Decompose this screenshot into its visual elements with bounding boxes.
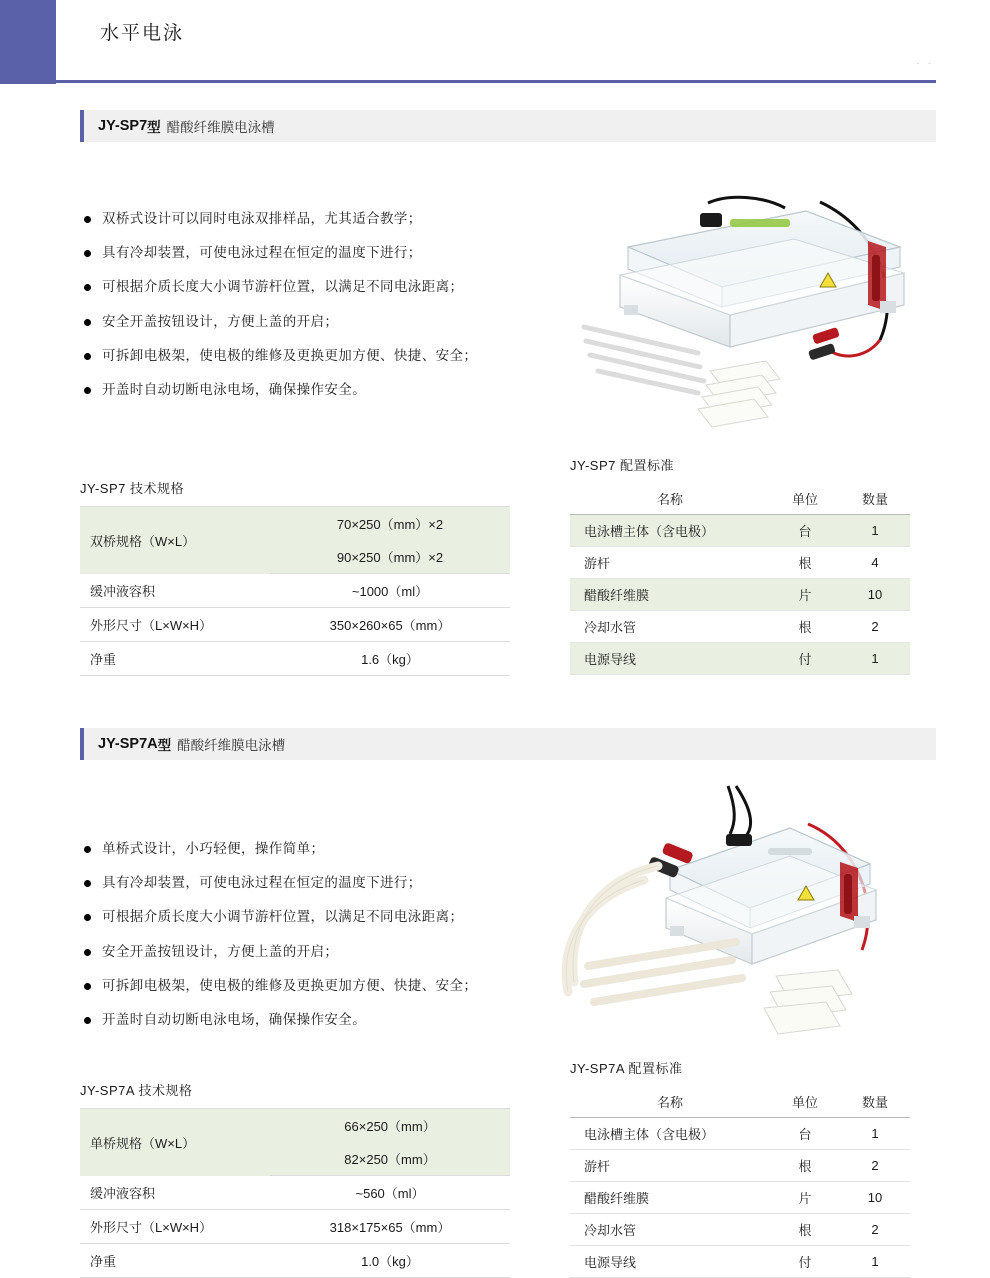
config-cell-unit: 根 (770, 611, 840, 643)
feature-text: 安全开盖按钮设计，方便上盖的开启； (102, 943, 339, 959)
list-item (84, 943, 554, 961)
header-divider (56, 80, 936, 83)
product-illustration-sp7a (540, 770, 940, 1060)
config-header-name: 名称 (570, 1086, 770, 1118)
config-header-qty: 数量 (840, 1086, 910, 1118)
product-illustration-sp7 (580, 175, 940, 435)
feature-text: 单桥式设计，小巧轻便，操作简单； (102, 841, 325, 856)
table-row (570, 515, 910, 547)
spec-label: 净重 (80, 642, 270, 676)
list-item (84, 977, 554, 995)
section-desc-sp7: 醋酸纤维膜电泳槽 (166, 120, 275, 135)
spec-table-sp7 (80, 506, 510, 676)
config-cell-name: 电源导线 (570, 1246, 770, 1278)
bullet-dot-icon (84, 387, 91, 394)
list-item (84, 278, 554, 296)
page-header (0, 0, 990, 84)
config-header-qty: 数量 (840, 483, 910, 515)
config-cell-qty: 2 (840, 1214, 910, 1246)
spec-value: 1.6（kg） (270, 642, 510, 676)
product-image-sp7a (540, 770, 940, 1060)
section-model-sp7: JY-SP7 (98, 118, 148, 134)
feature-text: 开盖时自动切断电泳电场，确保操作安全。 (102, 382, 367, 398)
spec-table-block-sp7 (80, 478, 510, 676)
table-row (570, 1182, 910, 1214)
table-row (80, 642, 510, 676)
table-row (570, 1214, 910, 1246)
product-image-sp7 (580, 175, 940, 435)
spec-value: 70×250（mm）×2 (270, 507, 510, 541)
config-cell-name: 游杆 (570, 547, 770, 579)
list-item (84, 1011, 554, 1029)
spec-label: 单桥规格（W×L） (80, 1109, 270, 1176)
bullet-dot-icon (84, 880, 91, 887)
config-cell-unit: 根 (770, 547, 840, 579)
config-cell-name: 游杆 (570, 1150, 770, 1182)
config-header-unit: 单位 (770, 483, 840, 515)
config-cell-unit: 台 (770, 515, 840, 547)
bullet-dot-icon (84, 216, 91, 223)
spec-value: 350×260×65（mm） (270, 608, 510, 642)
header-faint-mark: - - (916, 58, 934, 68)
config-table-sp7a (570, 1086, 910, 1278)
feature-list-sp7 (84, 210, 554, 415)
section-accent-sp7 (80, 110, 84, 142)
config-cell-qty: 1 (840, 1118, 910, 1150)
spec-value: ~1000（ml） (270, 574, 510, 608)
spec-label: 外形尺寸（L×W×H） (80, 608, 270, 642)
config-table-block-sp7a (570, 1058, 910, 1278)
config-cell-qty: 2 (840, 611, 910, 643)
table-row (570, 1246, 910, 1278)
config-header-unit: 单位 (770, 1086, 840, 1118)
config-cell-unit: 片 (770, 1182, 840, 1214)
table-row (80, 1109, 510, 1143)
table-row (80, 608, 510, 642)
table-row (570, 643, 910, 675)
config-cell-unit: 根 (770, 1150, 840, 1182)
config-cell-unit: 台 (770, 1118, 840, 1150)
table-row (80, 1176, 510, 1210)
config-caption-sp7: JY-SP7 配置标准 (570, 458, 674, 473)
list-item (84, 908, 554, 926)
config-cell-name: 电泳槽主体（含电极） (570, 515, 770, 547)
spec-label: 缓冲液容积 (80, 574, 270, 608)
bullet-dot-icon (84, 250, 91, 257)
table-header-row (570, 483, 910, 515)
bullet-dot-icon (84, 914, 91, 921)
section-accent-sp7a (80, 728, 84, 760)
header-accent-band (0, 0, 56, 84)
config-cell-qty: 10 (840, 579, 910, 611)
config-cell-qty: 10 (840, 1182, 910, 1214)
spec-table-sp7a (80, 1108, 510, 1278)
config-cell-name: 冷却水管 (570, 1214, 770, 1246)
config-cell-unit: 片 (770, 579, 840, 611)
config-table-sp7 (570, 483, 910, 675)
spec-table-block-sp7a (80, 1080, 510, 1278)
table-row (570, 1150, 910, 1182)
spec-caption-sp7a: JY-SP7A 技术规格 (80, 1083, 193, 1098)
feature-text: 可拆卸电极架，使电极的维修及更换更加方便、快捷、安全； (102, 977, 478, 993)
feature-list-sp7a (84, 840, 554, 1045)
spec-value: 90×250（mm）×2 (270, 540, 510, 574)
table-row (80, 574, 510, 608)
feature-text: 具有冷却装置，可使电泳过程在恒定的温度下进行； (102, 245, 422, 261)
table-header-row (570, 1086, 910, 1118)
config-cell-qty: 2 (840, 1150, 910, 1182)
section-model-suffix-sp7a: 型 (157, 738, 172, 753)
feature-text: 开盖时自动切断电泳电场，确保操作安全。 (102, 1012, 367, 1028)
spec-value: 1.0（kg） (270, 1244, 510, 1278)
bullet-dot-icon (84, 983, 91, 990)
feature-text: 可根据介质长度大小调节游杆位置，以满足不同电泳距离； (102, 279, 464, 295)
config-cell-qty: 1 (840, 643, 910, 675)
spec-label: 缓冲液容积 (80, 1176, 270, 1210)
table-row (570, 611, 910, 643)
list-item (84, 210, 554, 228)
spec-value: 82×250（mm） (270, 1142, 510, 1176)
table-row (570, 547, 910, 579)
bullet-dot-icon (84, 353, 91, 360)
config-header-name: 名称 (570, 483, 770, 515)
config-cell-unit: 付 (770, 1246, 840, 1278)
feature-text: 安全开盖按钮设计，方便上盖的开启； (102, 313, 339, 329)
feature-text: 具有冷却装置，可使电泳过程在恒定的温度下进行； (102, 875, 422, 891)
config-cell-qty: 4 (840, 547, 910, 579)
section-model-suffix-sp7: 型 (147, 120, 161, 135)
section-title-bar-sp7a (80, 728, 936, 760)
section-desc-sp7a: 醋酸纤维膜电泳槽 (177, 738, 286, 753)
feature-text: 可拆卸电极架，使电极的维修及更换更加方便、快捷、安全； (102, 347, 478, 363)
config-cell-name: 醋酸纤维膜 (570, 1182, 770, 1214)
spec-value: 318×175×65（mm） (270, 1210, 510, 1244)
config-cell-unit: 根 (770, 1214, 840, 1246)
config-cell-unit: 付 (770, 643, 840, 675)
config-cell-name: 醋酸纤维膜 (570, 579, 770, 611)
config-cell-qty: 1 (840, 1246, 910, 1278)
feature-text: 可根据介质长度大小调节游杆位置，以满足不同电泳距离； (102, 909, 464, 925)
feature-text: 双桥式设计可以同时电泳双排样品，尤其适合教学； (102, 211, 422, 226)
bullet-dot-icon (84, 846, 91, 853)
list-item (84, 313, 554, 331)
config-cell-name: 电泳槽主体（含电极） (570, 1118, 770, 1150)
config-cell-name: 冷却水管 (570, 611, 770, 643)
list-item (84, 347, 554, 365)
bullet-dot-icon (84, 949, 91, 956)
list-item (84, 874, 554, 892)
table-row (80, 1210, 510, 1244)
spec-value: ~560（ml） (270, 1176, 510, 1210)
spec-value: 66×250（mm） (270, 1109, 510, 1143)
config-table-block-sp7 (570, 455, 910, 675)
table-row (570, 1118, 910, 1150)
spec-caption-sp7: JY-SP7 技术规格 (80, 481, 184, 496)
page-title: 水平电泳 (100, 23, 185, 44)
table-row (80, 507, 510, 541)
section-title-bar-sp7 (80, 110, 936, 142)
config-caption-sp7a: JY-SP7A 配置标准 (570, 1061, 683, 1076)
bullet-dot-icon (84, 319, 91, 326)
config-cell-name: 电源导线 (570, 643, 770, 675)
spec-label: 双桥规格（W×L） (80, 507, 270, 574)
spec-label: 净重 (80, 1244, 270, 1278)
table-row (570, 579, 910, 611)
list-item (84, 840, 554, 858)
table-row (80, 1244, 510, 1278)
section-model-sp7a: JY-SP7A (98, 736, 158, 752)
bullet-dot-icon (84, 1017, 91, 1024)
spec-label: 外形尺寸（L×W×H） (80, 1210, 270, 1244)
list-item (84, 244, 554, 262)
bullet-dot-icon (84, 284, 91, 291)
list-item (84, 381, 554, 399)
config-cell-qty: 1 (840, 515, 910, 547)
